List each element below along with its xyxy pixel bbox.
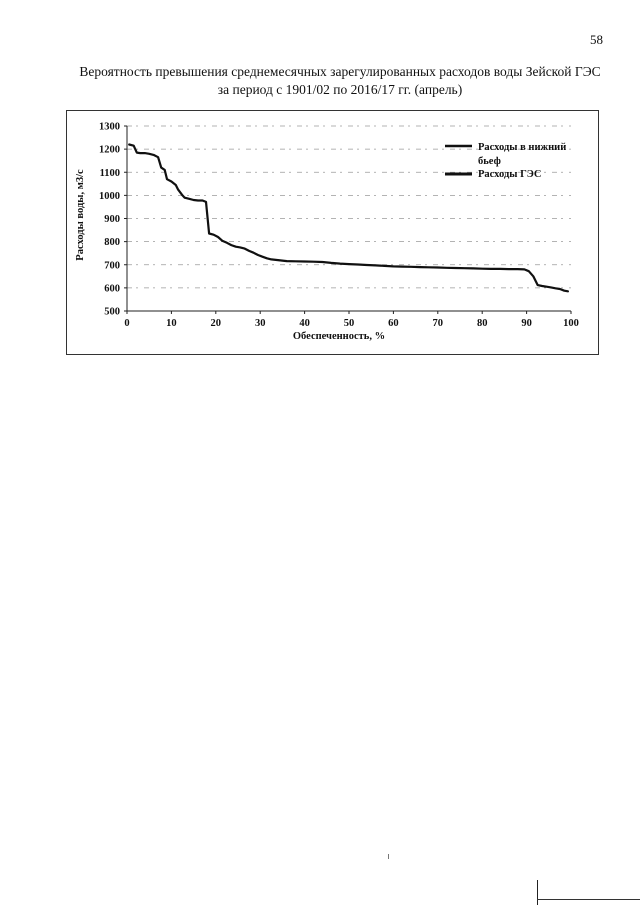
y-axis-label: Расходы воды, м3/с bbox=[75, 169, 86, 261]
y-tick-label-800: 800 bbox=[104, 237, 120, 249]
x-tick-label-20: 20 bbox=[210, 318, 222, 329]
x-tick-label-0: 0 bbox=[124, 318, 130, 329]
y-tick-label-1200: 1200 bbox=[99, 144, 120, 156]
x-tick-label-30: 30 bbox=[254, 318, 266, 329]
x-axis-label: Обеспеченность, % bbox=[292, 331, 386, 342]
legend-entry-1-line-2: бьеф bbox=[478, 156, 501, 167]
legend-entry-1-line-1: Расходы в нижний bbox=[478, 142, 567, 153]
y-tick-label-700: 700 bbox=[104, 260, 120, 272]
x-tick-label-10: 10 bbox=[166, 318, 177, 329]
x-tick-label-70: 70 bbox=[432, 318, 444, 329]
x-tick-label-80: 80 bbox=[476, 318, 488, 329]
page-number: 58 bbox=[590, 32, 603, 47]
chart-title-line-2: за период с 1901/02 по 2016/17 гг. (апрель) bbox=[217, 82, 463, 97]
y-tick-label-1000: 1000 bbox=[99, 190, 120, 202]
series-layer bbox=[129, 145, 568, 292]
x-tick-label-50: 50 bbox=[343, 318, 355, 329]
y-tick-label-500: 500 bbox=[104, 306, 120, 318]
legend-entry-2: Расходы ГЭС bbox=[478, 169, 542, 180]
chart-title bbox=[40, 63, 640, 99]
y-tick-label-1300: 1300 bbox=[99, 121, 120, 133]
x-tick-label-60: 60 bbox=[388, 318, 399, 329]
y-tick-label-1100: 1100 bbox=[99, 167, 120, 179]
chart-svg bbox=[67, 111, 598, 354]
legend bbox=[445, 142, 566, 180]
corner-mark-horizontal bbox=[537, 899, 640, 900]
series-line-2 bbox=[129, 145, 568, 292]
chart-frame bbox=[66, 110, 599, 355]
scan-mark bbox=[388, 854, 389, 859]
x-tick-label-40: 40 bbox=[299, 318, 310, 329]
x-tick-label-90: 90 bbox=[521, 318, 532, 329]
y-tick-label-900: 900 bbox=[104, 214, 120, 225]
y-tick-label-600: 600 bbox=[104, 283, 120, 295]
corner-mark-vertical bbox=[537, 880, 538, 905]
x-tick-label-100: 100 bbox=[563, 318, 579, 329]
chart-title-line-1: Вероятность превышения среднемесячных зарегулированных расходов воды Зейской ГЭС bbox=[79, 64, 601, 79]
